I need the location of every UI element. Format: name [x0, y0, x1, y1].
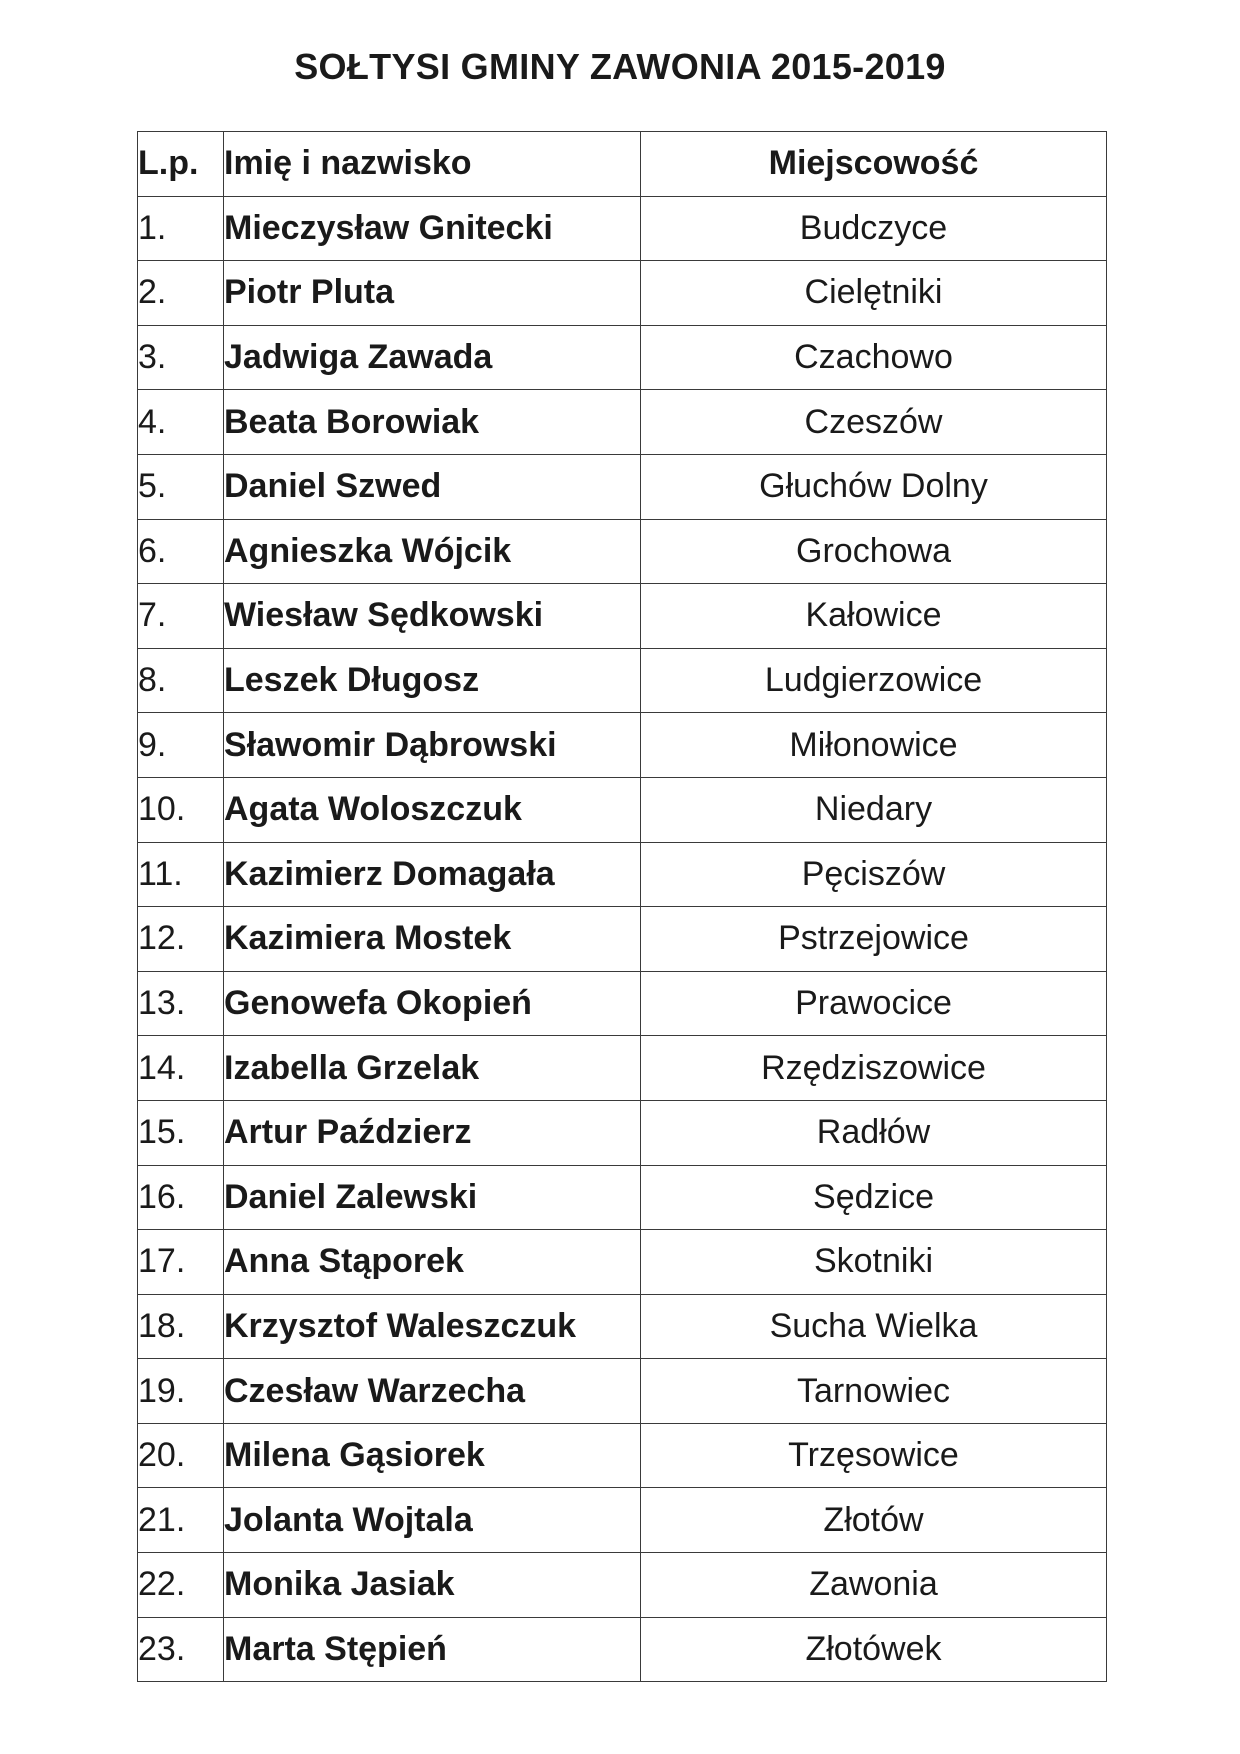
table-row — [138, 196, 1107, 261]
table-row — [138, 1230, 1107, 1295]
row-place: Pstrzejowice — [641, 907, 1107, 972]
row-place: Złotów — [641, 1488, 1107, 1553]
row-num: 7. — [138, 584, 224, 649]
table-row — [138, 261, 1107, 326]
table-row — [138, 1553, 1107, 1618]
table-row — [138, 325, 1107, 390]
row-place: Prawocice — [641, 971, 1107, 1036]
row-name: Anna Stąporek — [224, 1230, 641, 1295]
row-place: Grochowa — [641, 519, 1107, 584]
row-name: Jolanta Wojtala — [224, 1488, 641, 1553]
row-num: 21. — [138, 1488, 224, 1553]
row-num: 10. — [138, 777, 224, 842]
header-place: Miejscowość — [641, 132, 1107, 197]
table-row — [138, 971, 1107, 1036]
soltys-table — [137, 131, 1107, 1682]
table-row — [138, 1359, 1107, 1424]
row-place: Sędzice — [641, 1165, 1107, 1230]
row-num: 14. — [138, 1036, 224, 1101]
table-row — [138, 390, 1107, 455]
row-num: 6. — [138, 519, 224, 584]
row-num: 3. — [138, 325, 224, 390]
row-num: 23. — [138, 1617, 224, 1682]
row-place: Pęciszów — [641, 842, 1107, 907]
table-row — [138, 648, 1107, 713]
row-name: Marta Stępień — [224, 1617, 641, 1682]
row-num: 16. — [138, 1165, 224, 1230]
row-place: Czeszów — [641, 390, 1107, 455]
row-place: Trzęsowice — [641, 1423, 1107, 1488]
row-name: Daniel Zalewski — [224, 1165, 641, 1230]
row-name: Krzysztof Waleszczuk — [224, 1294, 641, 1359]
row-num: 9. — [138, 713, 224, 778]
row-num: 15. — [138, 1100, 224, 1165]
row-place: Budczyce — [641, 196, 1107, 261]
row-num: 1. — [138, 196, 224, 261]
row-num: 18. — [138, 1294, 224, 1359]
row-name: Agnieszka Wójcik — [224, 519, 641, 584]
row-name: Monika Jasiak — [224, 1553, 641, 1618]
table-row — [138, 777, 1107, 842]
row-num: 17. — [138, 1230, 224, 1295]
row-name: Jadwiga Zawada — [224, 325, 641, 390]
row-name: Artur Paździerz — [224, 1100, 641, 1165]
table-row — [138, 1165, 1107, 1230]
table-row — [138, 1036, 1107, 1101]
row-place: Sucha Wielka — [641, 1294, 1107, 1359]
row-place: Tarnowiec — [641, 1359, 1107, 1424]
row-place: Radłów — [641, 1100, 1107, 1165]
row-name: Genowefa Okopień — [224, 971, 641, 1036]
table-row — [138, 1294, 1107, 1359]
row-name: Sławomir Dąbrowski — [224, 713, 641, 778]
row-place: Skotniki — [641, 1230, 1107, 1295]
row-num: 5. — [138, 454, 224, 519]
row-name: Milena Gąsiorek — [224, 1423, 641, 1488]
row-place: Miłonowice — [641, 713, 1107, 778]
row-name: Agata Woloszczuk — [224, 777, 641, 842]
table-row — [138, 907, 1107, 972]
row-place: Zawonia — [641, 1553, 1107, 1618]
table-row — [138, 584, 1107, 649]
row-num: 4. — [138, 390, 224, 455]
row-num: 12. — [138, 907, 224, 972]
row-place: Czachowo — [641, 325, 1107, 390]
row-name: Kazimierz Domagała — [224, 842, 641, 907]
row-place: Złotówek — [641, 1617, 1107, 1682]
row-name: Leszek Długosz — [224, 648, 641, 713]
row-name: Daniel Szwed — [224, 454, 641, 519]
row-place: Niedary — [641, 777, 1107, 842]
table-row — [138, 842, 1107, 907]
table-row — [138, 1100, 1107, 1165]
header-name: Imię i nazwisko — [224, 132, 641, 197]
row-name: Kazimiera Mostek — [224, 907, 641, 972]
row-name: Izabella Grzelak — [224, 1036, 641, 1101]
row-name: Wiesław Sędkowski — [224, 584, 641, 649]
row-num: 22. — [138, 1553, 224, 1618]
row-num: 19. — [138, 1359, 224, 1424]
row-place: Ludgierzowice — [641, 648, 1107, 713]
row-name: Piotr Pluta — [224, 261, 641, 326]
row-place: Cielętniki — [641, 261, 1107, 326]
row-name: Beata Borowiak — [224, 390, 641, 455]
row-place: Rzędziszowice — [641, 1036, 1107, 1101]
table-row — [138, 454, 1107, 519]
table-row — [138, 1488, 1107, 1553]
row-num: 11. — [138, 842, 224, 907]
table-header-row — [138, 132, 1107, 197]
row-num: 8. — [138, 648, 224, 713]
header-num: L.p. — [138, 132, 224, 197]
table-row — [138, 519, 1107, 584]
row-name: Mieczysław Gnitecki — [224, 196, 641, 261]
table-row — [138, 1617, 1107, 1682]
page-title: SOŁTYSI GMINY ZAWONIA 2015-2019 — [294, 46, 946, 87]
row-num: 13. — [138, 971, 224, 1036]
row-name: Czesław Warzecha — [224, 1359, 641, 1424]
table-row — [138, 713, 1107, 778]
row-num: 20. — [138, 1423, 224, 1488]
row-num: 2. — [138, 261, 224, 326]
row-place: Kałowice — [641, 584, 1107, 649]
row-place: Głuchów Dolny — [641, 454, 1107, 519]
table-row — [138, 1423, 1107, 1488]
